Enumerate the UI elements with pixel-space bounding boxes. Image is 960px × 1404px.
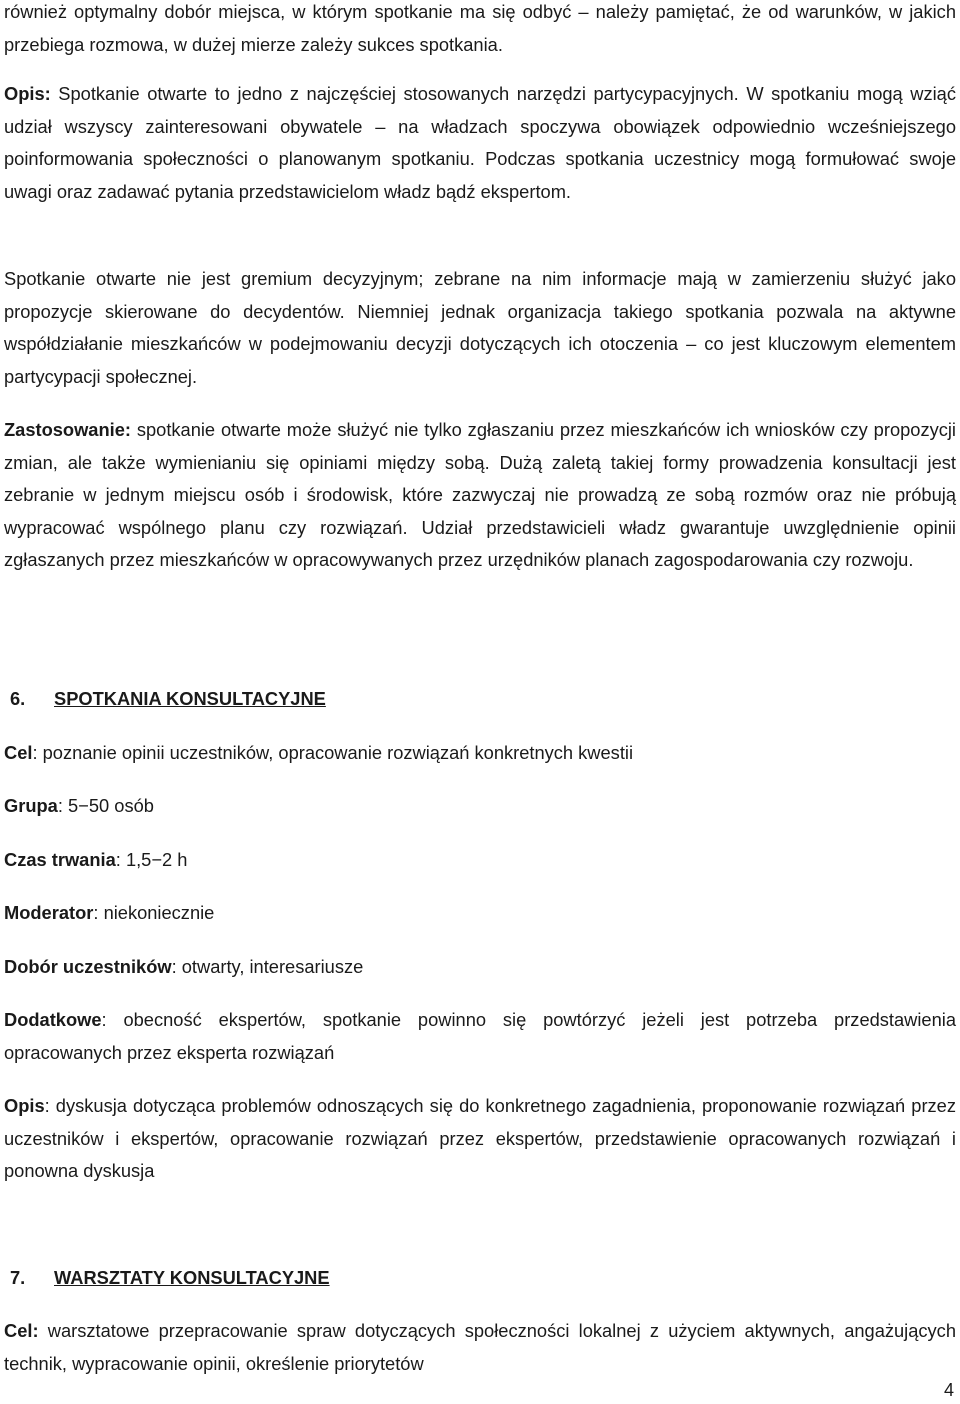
field-value: otwarty, interesariusze bbox=[176, 956, 364, 977]
field-cel-warsztaty bbox=[4, 1315, 956, 1380]
opis-label: Opis: bbox=[4, 83, 51, 104]
field-value: niekoniecznie bbox=[98, 902, 215, 923]
field-separator: : bbox=[57, 795, 63, 816]
field-separator: : bbox=[93, 902, 99, 923]
intro-paragraph-1 bbox=[4, 0, 956, 61]
field-cel bbox=[4, 737, 956, 770]
paragraph-text: Spotkanie otwarte nie jest gremium decyzyjnym; zebrane na nim informacje mają w zamierzeniu służyć jako propozycje skierowane do decydentów. Niemniej jednak organizacja takiego spotkania pozwala na aktywne współdziałanie mieszkańców w podejmowaniu decyzji dotyczących ich otoczenia – co jest kluczowym elementem partycypacji społecznej. bbox=[4, 268, 956, 387]
field-value: dyskusja dotycząca problemów odnoszących się do konkretnego zagadnienia, proponowanie rozwiązań przez uczestników i ekspertów, opracowanie rozwiązań przez ekspertów, przedstawienie opracowanych rozwiązań i ponowna dyskusja bbox=[4, 1095, 956, 1181]
field-value: obecność ekspertów, spotkanie powinno się powtórzyć jeżeli jest potrzeba przedstawienia opracowanych przez eksperta rozwiązań bbox=[4, 1009, 956, 1063]
intro-paragraph-3 bbox=[4, 263, 956, 393]
field-label: Cel bbox=[4, 742, 33, 763]
field-value: poznanie opinii uczestników, opracowanie rozwiązań konkretnych kwestii bbox=[37, 742, 634, 763]
field-grupa bbox=[4, 790, 956, 823]
field-label: Czas trwania bbox=[4, 849, 116, 870]
section-number: 6. bbox=[10, 688, 26, 709]
field-czas-trwania bbox=[4, 844, 956, 877]
field-separator: : bbox=[115, 849, 121, 870]
intro-opis-paragraph bbox=[4, 78, 956, 208]
field-separator: : bbox=[171, 956, 177, 977]
zastosowanie-text: spotkanie otwarte może służyć nie tylko zgłaszaniu przez mieszkańców ich wniosków czy propozycji zmian, ale także wymienianiu się opiniami między sobą. Dużą zaletą takiej formy prowadzenia konsultacji jest zebranie w jednym miejscu osób i środowisk, które zazwyczaj nie prowadzą ze sobą rozmów oraz nie próbują wypracować wspólnego planu czy rozwiązań. Udział przedstawicieli władz gwarantuje uwzględnienie opinii zgłaszanych przez mieszkańców w opracowywanych przez urzędników planach zagospodarowania czy rozwoju. bbox=[4, 419, 956, 570]
field-label: Dobór uczestników bbox=[4, 956, 172, 977]
field-label: Opis bbox=[4, 1095, 45, 1116]
field-value: warsztatowe przepracowanie spraw dotyczących społeczności lokalnej z użyciem aktywnych, angażujących technik, wypracowanie opinii, określenie priorytetów bbox=[4, 1320, 956, 1374]
section-7-heading bbox=[10, 1262, 330, 1295]
field-separator: : bbox=[32, 742, 38, 763]
field-separator: : bbox=[101, 1009, 107, 1030]
zastosowanie-paragraph bbox=[4, 414, 956, 577]
field-label: Grupa bbox=[4, 795, 58, 816]
zastosowanie-label: Zastosowanie: bbox=[4, 419, 131, 440]
field-moderator bbox=[4, 897, 956, 930]
page-number: 4 bbox=[943, 1380, 954, 1400]
paragraph-text: również optymalny dobór miejsca, w którym spotkanie ma się odbyć – należy pamiętać, że od warunków, w jakich przebiega rozmowa, w dużej mierze zależy sukces spotkania. bbox=[4, 1, 956, 55]
section-title: SPOTKANIA KONSULTACYJNE bbox=[54, 688, 326, 709]
section-6-heading bbox=[10, 683, 326, 716]
field-value: 5−50 osób bbox=[62, 795, 154, 816]
field-label: Moderator bbox=[4, 902, 94, 923]
section-title: WARSZTATY KONSULTACYJNE bbox=[54, 1267, 330, 1288]
field-value: 1,5−2 h bbox=[120, 849, 188, 870]
field-dodatkowe bbox=[4, 1004, 956, 1069]
field-dobor-uczestnikow bbox=[4, 951, 956, 984]
field-label: Cel: bbox=[4, 1320, 39, 1341]
opis-text: Spotkanie otwarte to jedno z najczęściej stosowanych narzędzi partycypacyjnych. W spotkaniu mogą wziąć udział wszyscy zainteresowani obywatele – na władzach spoczywa obowiązek odpowiednio wcześniejszego poinformowania społeczności o planowanym spotkaniu. Podczas spotkania uczestnicy mogą formułować swoje uwagi oraz zadawać pytania przedstawicielom władz bądź ekspertom. bbox=[4, 83, 956, 202]
field-opis bbox=[4, 1090, 956, 1188]
field-separator: : bbox=[44, 1095, 50, 1116]
section-number: 7. bbox=[10, 1267, 26, 1288]
field-label: Dodatkowe bbox=[4, 1009, 102, 1030]
